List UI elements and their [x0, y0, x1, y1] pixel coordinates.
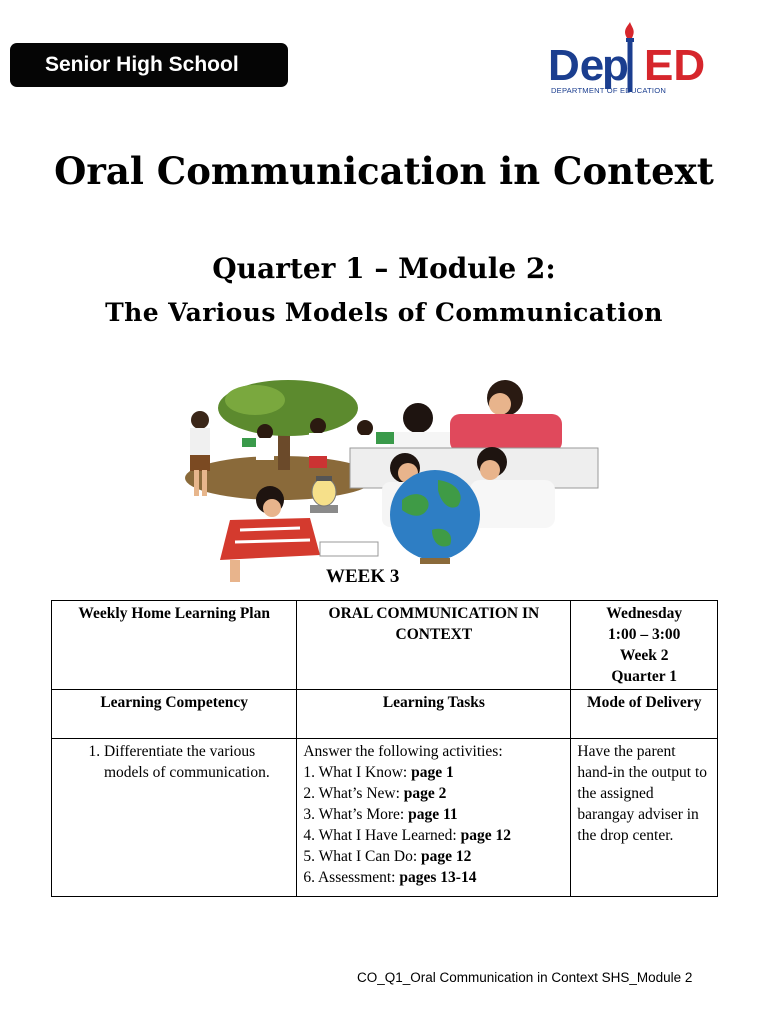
week-label: WEEK 3: [326, 566, 400, 587]
task-item: 2. What’s New: page 2: [303, 785, 447, 802]
schedule-quarter: Quarter 1: [611, 668, 677, 685]
task-item: 6. Assessment: pages 13-14: [303, 869, 477, 886]
competency-list: [58, 741, 290, 783]
competency-cell: [52, 739, 297, 897]
subject-title: Oral Communication in Context: [54, 149, 714, 193]
task-item: 4. What I Have Learned: page 12: [303, 827, 511, 844]
page-footer: CO_Q1_Oral Communication in Context SHS_Module 2: [357, 970, 693, 985]
task-item: 1. What I Know: page 1: [303, 764, 454, 781]
quarter-module-label: Quarter 1 – Module 2:: [212, 252, 556, 285]
tasks-intro: Answer the following activities:: [303, 743, 503, 760]
delivery-cell: Have the parent hand-in the output to the assigned barangay adviser in the drop center.: [571, 739, 718, 897]
deped-logo-subtext: DEPARTMENT OF EDUCATION: [551, 86, 666, 95]
module-title: The Various Models of Communication: [105, 298, 663, 327]
list-item: 1. Differentiate the various models of communication.: [104, 741, 290, 783]
plan-title-cell: Weekly Home Learning Plan: [52, 601, 297, 690]
table-row: [52, 690, 718, 739]
svg-text:De: De: [548, 41, 605, 90]
learning-tasks-header: Learning Tasks: [297, 690, 571, 739]
schedule-week: Week 2: [619, 647, 669, 664]
svg-text:ED: ED: [644, 41, 706, 90]
mode-of-delivery-header: Mode of Delivery: [571, 690, 718, 739]
senior-high-school-banner: Senior High School: [10, 43, 288, 87]
svg-text:p: p: [602, 41, 629, 90]
schedule-cell: [571, 601, 718, 690]
schedule-time: 1:00 – 3:00: [608, 626, 681, 643]
cover-illustration: [170, 370, 600, 590]
globe-icon: [390, 470, 480, 564]
table-row: [52, 739, 718, 897]
tasks-cell: [297, 739, 571, 897]
schedule-day: Wednesday: [606, 605, 683, 622]
task-item: 3. What’s More: page 11: [303, 806, 458, 823]
boy-reading-figure: [376, 403, 450, 452]
learning-competency-header: Learning Competency: [52, 690, 297, 739]
table-row: [52, 601, 718, 690]
subject-cell: ORAL COMMUNICATION IN CONTEXT: [297, 601, 571, 690]
task-item: 5. What I Can Do: page 12: [303, 848, 472, 865]
weekly-home-learning-plan-table: [51, 600, 718, 897]
